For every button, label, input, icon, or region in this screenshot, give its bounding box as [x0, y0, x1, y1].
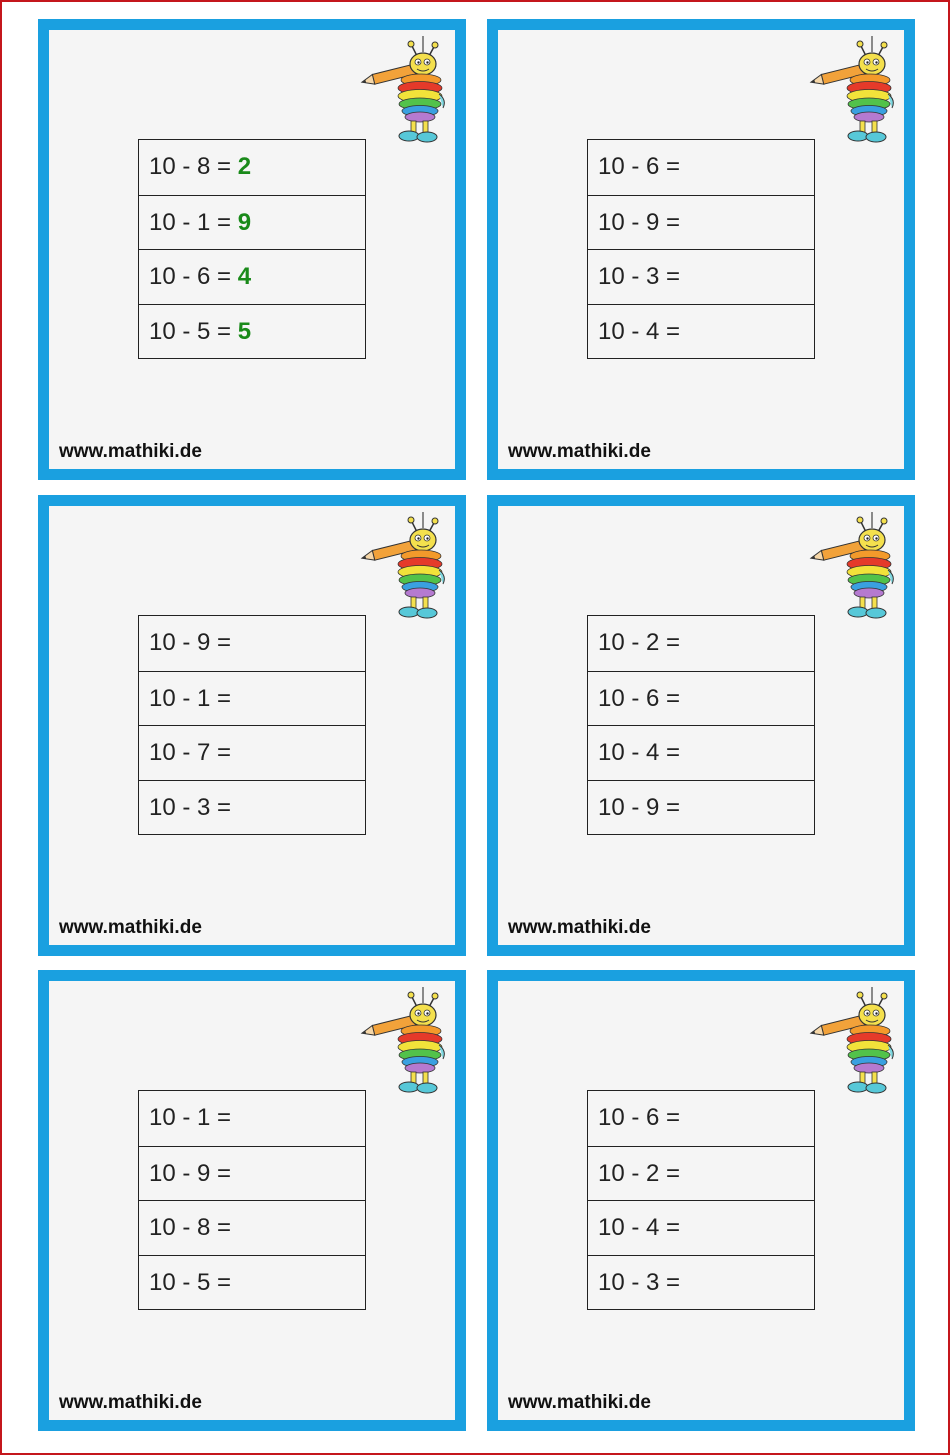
problem-text: 10 - 3 = [598, 263, 687, 290]
pencil-mascot-icon [808, 36, 898, 146]
problem-text: 10 - 4 = [598, 1214, 687, 1241]
site-url: www.mathiki.de [59, 1392, 202, 1413]
exercise-card [487, 19, 915, 480]
exercise-row [588, 671, 814, 726]
exercise-row [588, 304, 814, 359]
pencil-mascot-icon [359, 987, 449, 1097]
problem-text: 10 - 5 = [149, 1268, 238, 1296]
exercise-row [588, 1200, 814, 1255]
problem-text: 10 - 1 = [149, 684, 238, 712]
problem-text: 10 - 4 = [598, 739, 687, 766]
exercise-row [139, 671, 365, 726]
exercise-row [139, 140, 365, 195]
problem-text: 10 - 1 = [149, 208, 238, 236]
exercise-row [588, 725, 814, 780]
pencil-mascot-icon [808, 512, 898, 622]
problem-text: 10 - 8 = [149, 1214, 238, 1241]
site-url: www.mathiki.de [508, 1392, 651, 1413]
site-url: www.mathiki.de [508, 917, 651, 938]
problem-text: 10 - 8 = [149, 153, 238, 180]
problem-text: 10 - 5 = [149, 317, 238, 345]
exercise-table [138, 615, 366, 835]
exercise-row [139, 304, 365, 359]
problem-text: 10 - 3 = [598, 1268, 687, 1296]
exercise-table [587, 615, 815, 835]
exercise-table [587, 139, 815, 359]
problem-text: 10 - 9 = [598, 208, 687, 236]
answer-text: 4 [237, 263, 252, 290]
problem-text: 10 - 7 = [149, 739, 238, 766]
exercise-row [139, 1091, 365, 1146]
answer-text: 2 [237, 153, 252, 180]
exercise-row [139, 780, 365, 835]
exercise-card [38, 495, 466, 956]
exercise-row [139, 249, 365, 304]
exercise-row [588, 1146, 814, 1201]
exercise-row [588, 195, 814, 250]
exercise-row [588, 780, 814, 835]
exercise-row [139, 1200, 365, 1255]
exercise-row [588, 1255, 814, 1310]
problem-text: 10 - 4 = [598, 317, 687, 345]
site-url: www.mathiki.de [508, 441, 651, 462]
exercise-row [588, 616, 814, 671]
problem-text: 10 - 6 = [149, 263, 238, 290]
exercise-table [138, 139, 366, 359]
exercise-card [38, 19, 466, 480]
site-url: www.mathiki.de [59, 441, 202, 462]
problem-text: 10 - 2 = [598, 629, 687, 656]
problem-text: 10 - 2 = [598, 1159, 687, 1187]
problem-text: 10 - 9 = [149, 629, 238, 656]
pencil-mascot-icon [359, 36, 449, 146]
site-url: www.mathiki.de [59, 917, 202, 938]
exercise-row [139, 1146, 365, 1201]
answer-text: 9 [237, 208, 252, 236]
problem-text: 10 - 9 = [149, 1159, 238, 1187]
problem-text: 10 - 6 = [598, 1104, 687, 1131]
exercise-row [139, 725, 365, 780]
exercise-row [588, 249, 814, 304]
exercise-card [487, 495, 915, 956]
problem-text: 10 - 9 = [598, 793, 687, 821]
exercise-row [139, 616, 365, 671]
problem-text: 10 - 3 = [149, 793, 238, 821]
exercise-table [138, 1090, 366, 1310]
exercise-card [38, 970, 466, 1431]
problem-text: 10 - 1 = [149, 1104, 238, 1131]
answer-text: 5 [237, 317, 252, 345]
exercise-row [588, 1091, 814, 1146]
exercise-card [487, 970, 915, 1431]
exercise-table [587, 1090, 815, 1310]
exercise-row [139, 195, 365, 250]
exercise-row [139, 1255, 365, 1310]
problem-text: 10 - 6 = [598, 684, 687, 712]
exercise-row [588, 140, 814, 195]
pencil-mascot-icon [808, 987, 898, 1097]
problem-text: 10 - 6 = [598, 153, 687, 180]
pencil-mascot-icon [359, 512, 449, 622]
